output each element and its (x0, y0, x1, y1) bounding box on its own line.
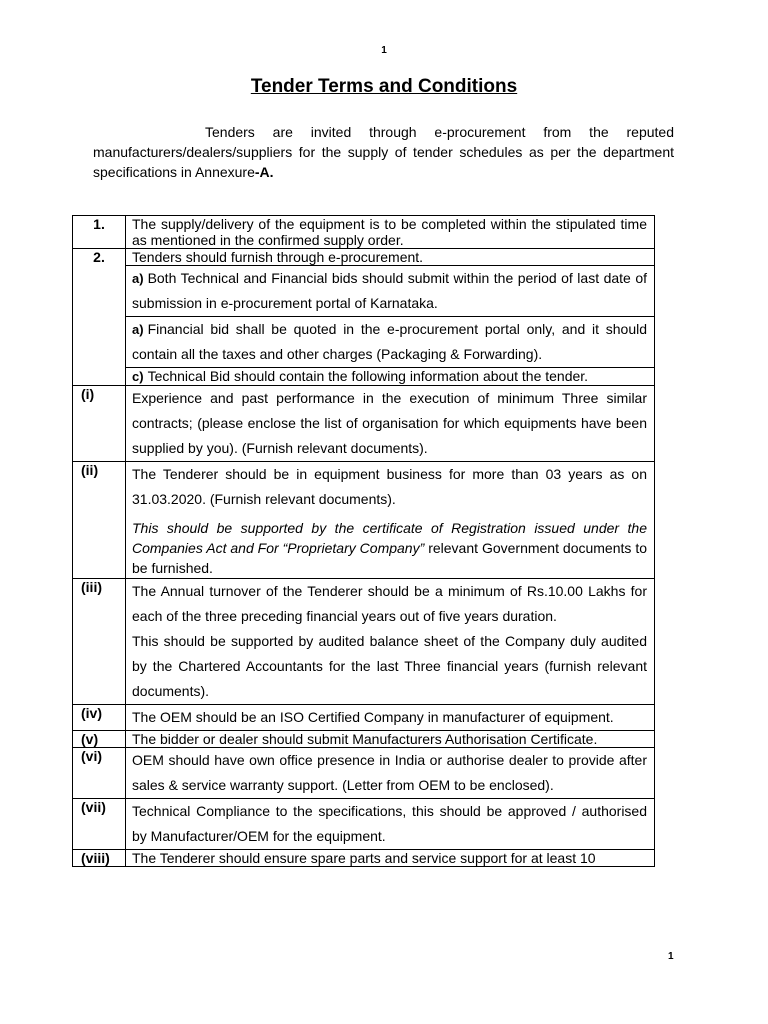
row-number: (viii) (73, 850, 126, 867)
subrow-label: c) (132, 369, 144, 384)
row-text (126, 462, 655, 579)
intro-paragraph (93, 122, 674, 182)
subrow-content: Both Technical and Financial bids should submit within the period of last date of submission in e-procurement portal of Karnataka. (132, 270, 647, 311)
row-number: (ii) (73, 462, 126, 579)
table-row (73, 850, 655, 867)
row-text: OEM should have own office presence in India or authorise dealer to provide after sales & service warranty support. (Letter from OEM to be enclosed). (126, 748, 655, 799)
subrow-content: Financial bid shall be quoted in the e-procurement portal only, and it should contain all the taxes and other charges (Packaging & Forwarding). (132, 321, 647, 362)
row-text: Experience and past performance in the execution of minimum Three similar contracts; (please enclose the list of organisation for which equipments have been supplied by you). (Furnish relevant documents). (126, 386, 655, 462)
table-row (73, 249, 655, 266)
intro-text: Tenders are invited through e-procurement from the reputed manufacturers/dealers/suppliers for the supply of tender schedules as per the department specifications in Annexure (93, 124, 674, 180)
row-text: The bidder or dealer should submit Manufacturers Authorisation Certificate. (126, 731, 655, 748)
row-paragraph: The Annual turnover of the Tenderer should be a minimum of Rs.10.00 Lakhs for each of the three preceding financial years out of five years duration. (132, 583, 647, 624)
row-number: (iii) (73, 579, 126, 705)
row-note-tail: relevant Government documents to be furnished. (132, 540, 648, 576)
table-row (73, 579, 655, 705)
row-number: 1. (73, 216, 126, 249)
subrow-text (126, 266, 655, 317)
row-number: (vi) (73, 748, 126, 799)
row-text (126, 579, 655, 705)
table-row (73, 731, 655, 748)
table-subrow (73, 368, 655, 386)
table-row (73, 705, 655, 731)
subrow-label: a) (132, 271, 144, 286)
page-title: Tender Terms and Conditions (250, 76, 518, 97)
row-number: 2. (73, 249, 126, 386)
italic-note: This should be supported by the certificate of Registration issued under the Companies Act and For “Proprietary Company” (132, 520, 647, 556)
row-text: The supply/delivery of the equipment is to be completed within the stipulated time as mentioned in the confirmed supply order. (126, 216, 655, 249)
row-text: The OEM should be an ISO Certified Company in manufacturer of equipment. (126, 705, 655, 731)
row-number: (v) (73, 731, 126, 748)
table-row (73, 216, 655, 249)
row-paragraph: This should be supported by audited balance sheet of the Company duly audited by the Chartered Accountants for the last Three financial years (furnish relevant documents). (132, 633, 647, 699)
row-paragraph (132, 518, 647, 578)
table-row (73, 462, 655, 579)
intro-annexure: -A. (254, 164, 274, 180)
subrow-text (126, 368, 655, 386)
row-paragraph: The Tenderer should be in equipment business for more than 03 years as on 31.03.2020. (Furnish relevant documents). (132, 466, 647, 507)
row-number: (vii) (73, 799, 126, 850)
row-text: The Tenderer should ensure spare parts and service support for at least 10 (126, 850, 655, 867)
subrow-label: a) (132, 322, 144, 337)
table-row (73, 386, 655, 462)
row-number: (i) (73, 386, 126, 462)
row-number: (iv) (73, 705, 126, 731)
table-subrow (73, 317, 655, 368)
table-row (73, 799, 655, 850)
terms-table (72, 215, 655, 867)
page-number-top: 1 (381, 45, 387, 56)
row-text: Technical Compliance to the specifications, this should be approved / authorised by Manufacturer/OEM for the equipment. (126, 799, 655, 850)
subrow-content: Technical Bid should contain the following information about the tender. (147, 368, 589, 384)
table-row (73, 748, 655, 799)
row-text: Tenders should furnish through e-procurement. (126, 249, 655, 266)
subrow-text (126, 317, 655, 368)
page-number-bottom: 1 (668, 951, 674, 962)
table-subrow (73, 266, 655, 317)
